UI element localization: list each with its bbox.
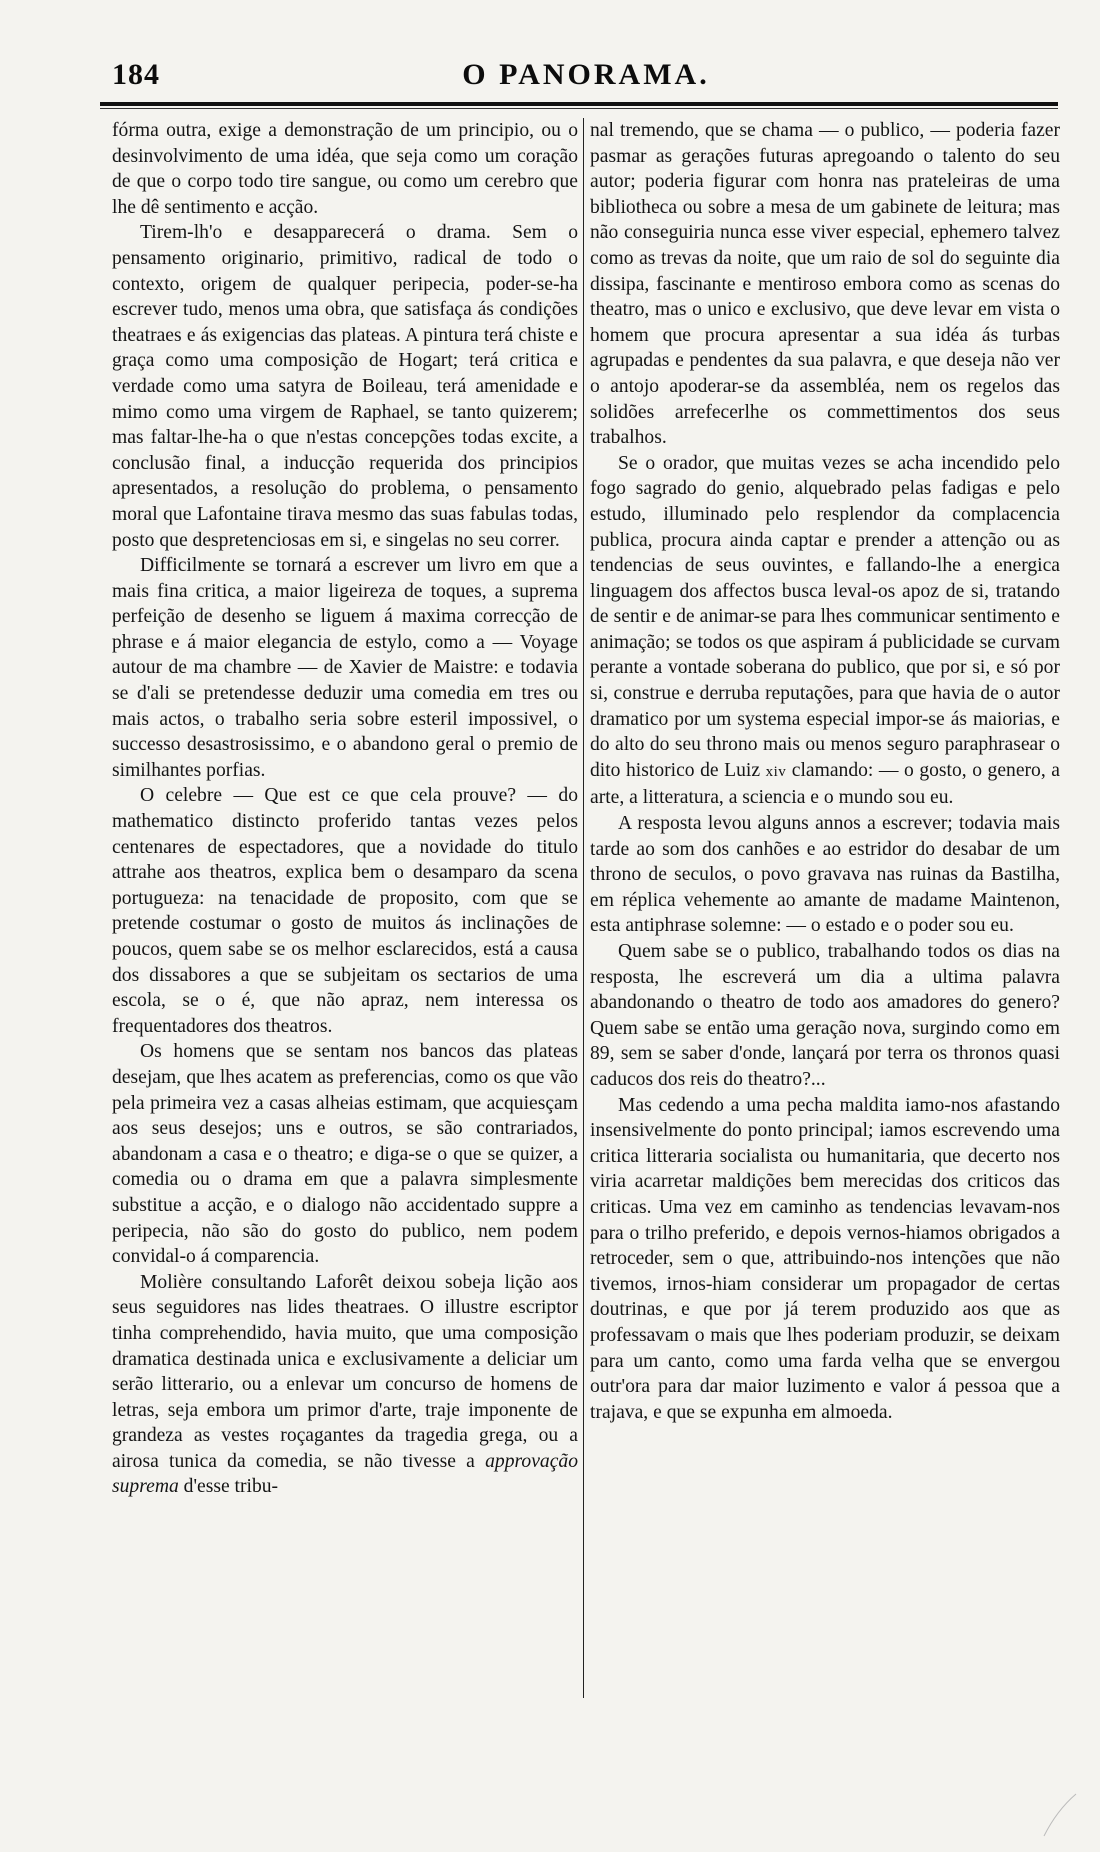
paragraph <box>590 451 1060 811</box>
right-column <box>590 118 1060 1425</box>
paragraph: Tirem-lh'o e desapparecerá o drama. Sem o pensamento originario, primitivo, radical de todo o contexto, origem de qualquer peripecia, poder-se-ha escrever tudo, menos uma obra, que satisfaça ás condições theatraes e ás exigencias das plateas. A pintura terá chiste e graça como uma composição de Hogart; terá critica e verdade como uma satyra de Boileau, terá amenidade e mimo como uma virgem de Raphael, se tanto quizerem; mas faltar-lhe-ha o que n'estas concepções todas excite, a conclusão final, a inducção requerida dos principios apresentados, a resolução do problema, o pensamento moral que Lafontaine tirava mesmo das suas fabulas todas, posto que despretenciosas em si, e singelas no seu correr. <box>112 222 578 551</box>
paragraph-tail: d'esse tribu- <box>178 1476 279 1498</box>
roman-numeral: xiv <box>765 763 787 780</box>
paragraph: Mas cedendo a uma pecha maldita iamo-nos afastando insensivelmente do ponto principal; iamos escrevendo uma critica litteraria socialista ou humanitaria, que decerto nos viria acarretar maldições bem merecidas dos criticos das criticas. Uma vez em caminho as tendencias levavam-nos para o trilho preferido, e depois vernos-hiamos obrigados a retroceder, sem o que, attribuindo-nos intenções que não tivemos, irnos-hiam considerar um propagador de certas doutrinas, e que por já terem produzido aos que as professavam o mais que lhes poderiam produzir, se deixam para um canto, como uma farda velha que se envergou outr'ora para dar maior luzimento e valor á pessoa que a trajava, e que se expunha em almoeda. <box>590 1094 1060 1423</box>
paragraph-text: Se o orador, que muitas vezes se acha incendido pelo fogo sagrado do genio, alquebrado pelas fadigas e pelo estudo, illuminado pelo resplendor da complacencia publica, procura ainda captar e prender a attenção ou as tendencias de seus ouvintes, e fallando-lhe a energica linguagem dos affectos busca leval-os apoz de si, tratando de sentir e de animar-se para lhes communicar sentimento e animação; se todos os que aspiram á publicidade se curvam perante a vontade soberana do publico, que por si, e só por si, construe e derruba reputações, para que havia de o autor dramatico por um systema especial impor-se ás maiorias, e do alto do seu throno mais ou menos seguro paraphrasear o dito historico de Luiz <box>590 452 1060 781</box>
paragraph: nal tremendo, que se chama — o publico, — poderia fazer pasmar as gerações futuras apregoando o talento do seu autor; poderia figurar com honra nas prateleiras de uma bibliotheca ou sobre a mesa de um gabinete de leitura; mas não conseguiria nunca esse viver especial, ephemero talvez como as trevas da noite, que um raio de sol do seguinte dia dissipa, fascinante e mentiroso embora como as scenas do theatro, mas o unico e exclusivo, que deve levar em vista o homem que procura apresentar a sua idéa ás turbas agrupadas e pendentes da sua palavra, e que deseja não ver o antojo apoderar-se da assembléa, nem os regelos das solidões arrefecerlhe os commettimentos dos seus trabalhos. <box>590 120 1060 449</box>
paragraph: fórma outra, exige a demonstração de um principio, ou o desinvolvimento de uma idéa, que seja como um coração de que o corpo todo tire sangue, ou como um cerebro que lhe dê sentimento e acção. <box>112 120 578 218</box>
paragraph: Quem sabe se o publico, trabalhando todos os dias na resposta, lhe escreverá um dia a ultima palavra abandonando o theatro de todo aos amadores do genero? Quem sabe se então uma geração nova, surgindo como em 89, sem se saber d'onde, lançará por terra os thronos quasi caducos dos reis do theatro?... <box>590 941 1060 1090</box>
header-rule <box>100 102 1058 106</box>
page-header <box>112 52 1060 100</box>
paragraph-tail: clamando: — o gosto, o genero, a arte, a litteratura, a sciencia e o mundo sou eu. <box>590 759 1060 809</box>
paragraph: Difficilmente se tornará a escrever um livro em que a mais fina critica, a maior ligeireza de toques, a suprema perfeição de desenho se liguem á maxima correcção de phrase e á maior elegancia de estylo, como a — Voyage autour de ma chambre — de Xavier de Maistre: e todavia se d'ali se pretendesse deduzir uma comedia em tres ou mais actos, o trabalho seria sobre esteril impossivel, o successo desastrosissimo, e o abandono geral o premio de similhantes porfias. <box>112 555 578 781</box>
paragraph: O celebre — Que est ce que cela prouve? — do mathematico distincto proferido tantas vezes pelos centenares de espectadores, que a novidade do titulo attrahe aos theatros, explica bem o desamparo da scena portugueza: na tenacidade de proposito, com que se pretende costumar o gosto de muitos ás inclinações de poucos, quem sabe se os melhor esclarecidos, está a causa dos dissabores a que se subjeitam os sectarios de uma escola, se o é, que não apraz, nem interessa os frequentadores dos theatros. <box>112 785 578 1037</box>
page-number: 184 <box>112 58 160 91</box>
scan-mark <box>1040 1790 1080 1840</box>
italic-phrase: approvação suprema <box>112 1450 578 1498</box>
paragraph: A resposta levou alguns annos a escrever; todavia mais tarde ao som dos canhões e ao estridor do desabar de um throno de seculos, o povo gravava nas ruinas da Bastilha, em réplica vehemente ao amante de madame Maintenon, esta antiphrase solemne: — o estado e o poder sou eu. <box>590 813 1060 937</box>
paragraph: Os homens que se sentam nos bancos das plateas desejam, que lhes acatem as preferencias, como os que vão pela primeira vez a casas alheias estimam, que acquiesçam aos seus desejos; uns e outros, se são contrariados, abandonam a casa e o theatro; e diga-se o que se quizer, a comedia ou o drama em que a palavra simplesmente substitue a acção, e o dialogo não accidentado suppre a peripecia, não são do gosto do publico, nem podem convidal-o á comparencia. <box>112 1041 578 1268</box>
left-column <box>112 118 578 1500</box>
column-divider <box>583 118 584 1698</box>
paragraph-text: Molière consultando Laforêt deixou sobeja lição aos seus seguidores nas lides theatraes. O illustre escriptor tinha comprehendido, havia muito, que uma composição dramatica destinada unica e exclusivamente a deliciar um serão litterario, ou a enlevar um concurso de homens de letras, seja embora um primor d'arte, traje imponente de grandeza as vestes roçagantes da tragedia grega, ou a airosa tunica da comedia, se não tivesse a <box>112 1271 578 1472</box>
running-title: O PANORAMA. <box>462 58 710 91</box>
paragraph-last <box>112 1270 578 1500</box>
header-rule-thin <box>100 108 1058 109</box>
